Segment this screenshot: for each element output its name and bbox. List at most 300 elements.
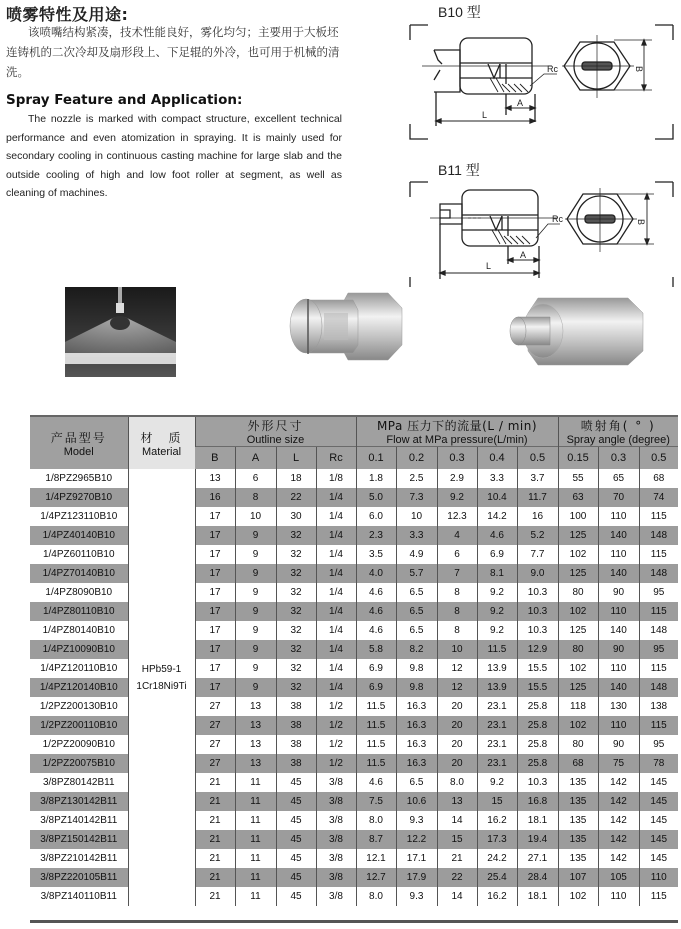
flow-cell: 8: [437, 583, 477, 602]
model-cell: 1/4PZ8090B10: [45, 587, 113, 598]
flow-cell: 20: [437, 735, 477, 754]
flow-cell: 12: [437, 659, 477, 678]
header-material-cn: 材 质: [140, 430, 183, 445]
flow-cell: 13.9: [477, 678, 517, 697]
angle-cell: 140: [598, 621, 639, 640]
table-row: [30, 659, 678, 678]
angle-cell: 125: [558, 564, 598, 583]
angle-cell: 70: [598, 488, 639, 507]
outline-l-cell: 45: [276, 792, 316, 811]
flow-cell: 9.2: [477, 773, 517, 792]
outline-rc-cell: 3/8: [316, 792, 356, 811]
outline-a-cell: 11: [235, 868, 276, 887]
flow-cell: 16.3: [396, 735, 437, 754]
outline-rc-cell: 1/4: [316, 507, 356, 526]
outline-b-cell: 21: [195, 849, 235, 868]
outline-rc-cell: 1/2: [316, 754, 356, 773]
cn-section-title: 喷雾特性及用途:: [6, 5, 129, 24]
flow-cell: 10.3: [517, 621, 558, 640]
angle-cell: 140: [598, 564, 639, 583]
subheader-outline-l: L: [276, 447, 316, 470]
table-row: [30, 830, 678, 849]
subheader-flow-0.3: 0.3: [437, 447, 477, 470]
subheader-flow-0.5: 0.5: [517, 447, 558, 470]
nozzle-b10-render: [278, 290, 428, 365]
outline-b-cell: 17: [195, 640, 235, 659]
outline-b-cell: 13: [195, 469, 235, 488]
outline-l-cell: 18: [276, 469, 316, 488]
angle-cell: 110: [598, 545, 639, 564]
flow-cell: 3.3: [477, 469, 517, 488]
outline-a-cell: 9: [235, 621, 276, 640]
angle-cell: 138: [639, 697, 678, 716]
angle-cell: 135: [558, 792, 598, 811]
table-row: [30, 564, 678, 583]
outline-l-cell: 32: [276, 621, 316, 640]
model-cell: 3/8PZ210142B11: [40, 853, 118, 864]
header-flow-en: Flow at MPa pressure(L/min): [386, 434, 528, 446]
outline-b-cell: 17: [195, 583, 235, 602]
outline-l-cell: 32: [276, 659, 316, 678]
flow-cell: 8.1: [477, 564, 517, 583]
angle-cell: 110: [598, 716, 639, 735]
angle-cell: 74: [639, 488, 678, 507]
flow-cell: 4.6: [356, 621, 396, 640]
angle-cell: 135: [558, 773, 598, 792]
flow-cell: 10: [437, 640, 477, 659]
table-row: [30, 602, 678, 621]
flow-cell: 25.8: [517, 754, 558, 773]
b10-a-label: A: [517, 98, 524, 108]
outline-l-cell: 22: [276, 488, 316, 507]
model-cell: 1/4PZ120140B10: [30, 678, 128, 697]
outline-rc-cell: 1/4: [316, 621, 356, 640]
flow-cell: 6: [437, 545, 477, 564]
outline-l-cell: 32: [276, 526, 316, 545]
angle-cell: 63: [558, 488, 598, 507]
flow-cell: 10.3: [517, 583, 558, 602]
outline-rc-cell: 1/4: [316, 564, 356, 583]
model-cell: 1/4PZ10090B10: [30, 640, 128, 659]
material-cell: [128, 469, 195, 906]
b11-a-label: A: [520, 250, 527, 260]
angle-cell: 145: [639, 830, 678, 849]
material-grade: HPb59-1: [141, 663, 182, 675]
header-angle: [558, 417, 678, 447]
b11-b-label: B: [636, 219, 646, 226]
outline-l-cell: 32: [276, 545, 316, 564]
flow-cell: 9.2: [477, 583, 517, 602]
angle-cell: 115: [639, 507, 678, 526]
outline-rc-cell: 3/8: [316, 830, 356, 849]
angle-cell: 102: [558, 659, 598, 678]
flow-cell: 12.2: [396, 830, 437, 849]
flow-cell: 12: [437, 678, 477, 697]
header-material: [128, 417, 195, 469]
outline-a-cell: 8: [235, 488, 276, 507]
b10-drawing: [402, 0, 681, 145]
table-row: [30, 697, 678, 716]
outline-l-cell: 32: [276, 564, 316, 583]
b11-drawing: [402, 152, 681, 292]
flow-cell: 16.3: [396, 754, 437, 773]
angle-cell: 148: [639, 678, 678, 697]
model-cell: 1/4PZ80140B10: [42, 625, 115, 636]
b11-l-label: L: [486, 261, 492, 271]
flow-cell: 4.6: [356, 773, 396, 792]
flow-cell: 17.1: [396, 849, 437, 868]
outline-rc-cell: 1/2: [316, 697, 356, 716]
flow-cell: 3.3: [396, 526, 437, 545]
angle-cell: 105: [598, 868, 639, 887]
outline-l-cell: 32: [276, 678, 316, 697]
angle-cell: 90: [598, 735, 639, 754]
model-cell: 3/8PZ220105B11: [30, 868, 128, 887]
flow-cell: 10.4: [477, 488, 517, 507]
angle-cell: 75: [598, 754, 639, 773]
flow-cell: 8: [437, 602, 477, 621]
outline-a-cell: 11: [235, 849, 276, 868]
table-row: [30, 773, 678, 792]
outline-rc-cell: 1/4: [316, 526, 356, 545]
outline-rc-cell: 3/8: [316, 811, 356, 830]
flow-cell: 14: [437, 887, 477, 906]
outline-b-cell: 17: [195, 659, 235, 678]
b11-diagram: [402, 152, 681, 292]
outline-a-cell: 10: [235, 507, 276, 526]
flow-cell: 17.9: [396, 868, 437, 887]
subheader-angle-0.15: 0.15: [558, 447, 598, 470]
flow-cell: 1.8: [356, 469, 396, 488]
table-row: [30, 735, 678, 754]
table-header-row: [30, 417, 678, 447]
angle-cell: 148: [639, 564, 678, 583]
flow-cell: 10: [396, 507, 437, 526]
outline-l-cell: 45: [276, 868, 316, 887]
model-cell: 1/2PZ20090B10: [42, 739, 115, 750]
model-cell: 1/2PZ200110B10: [30, 716, 128, 735]
outline-l-cell: 32: [276, 602, 316, 621]
outline-b-cell: 21: [195, 773, 235, 792]
b10-rc-label: Rc: [547, 64, 558, 74]
angle-cell: 95: [639, 640, 678, 659]
flow-cell: 7: [437, 564, 477, 583]
angle-cell: 95: [639, 735, 678, 754]
angle-cell: 68: [558, 754, 598, 773]
angle-cell: 110: [598, 887, 639, 906]
flow-cell: 20: [437, 716, 477, 735]
flow-cell: 8.0: [356, 887, 396, 906]
flow-cell: 2.9: [437, 469, 477, 488]
angle-cell: 115: [639, 602, 678, 621]
angle-cell: 55: [558, 469, 598, 488]
outline-l-cell: 45: [276, 830, 316, 849]
flow-cell: 13.9: [477, 659, 517, 678]
angle-cell: 102: [558, 716, 598, 735]
flow-cell: 6.5: [396, 583, 437, 602]
outline-rc-cell: 1/4: [316, 659, 356, 678]
flow-cell: 21: [437, 849, 477, 868]
flow-cell: 23.1: [477, 754, 517, 773]
flow-cell: 14.2: [477, 507, 517, 526]
flow-cell: 25.8: [517, 716, 558, 735]
table-row: [30, 678, 678, 697]
b11-rc-label: Rc: [552, 214, 563, 224]
flow-cell: 9.2: [477, 621, 517, 640]
table-bottom-rule: [30, 920, 678, 923]
outline-a-cell: 13: [235, 735, 276, 754]
subheader-outline-rc: Rc: [316, 447, 356, 470]
flow-cell: 10.3: [517, 602, 558, 621]
angle-cell: 135: [558, 830, 598, 849]
flow-cell: 5.7: [396, 564, 437, 583]
outline-b-cell: 17: [195, 621, 235, 640]
outline-a-cell: 13: [235, 754, 276, 773]
table-row: [30, 754, 678, 773]
angle-cell: 118: [558, 697, 598, 716]
flow-cell: 16.3: [396, 697, 437, 716]
spec-table: [30, 417, 678, 906]
outline-rc-cell: 1/4: [316, 640, 356, 659]
outline-b-cell: 17: [195, 602, 235, 621]
en-description: The nozzle is marked with compact structure, excellent technical performance and even atomization in spraying. It is mainly used for secondary cooling in continuous casting machine for large slab and the outside cooling of high and low foot roller at segment, as well as cleaning of machines.: [6, 113, 342, 200]
outline-rc-cell: 1/8: [316, 469, 356, 488]
outline-rc-cell: 3/8: [316, 849, 356, 868]
flow-cell: 11.5: [356, 716, 396, 735]
table-row: [30, 716, 678, 735]
angle-cell: 102: [558, 602, 598, 621]
angle-cell: 125: [558, 526, 598, 545]
outline-b-cell: 21: [195, 811, 235, 830]
outline-b-cell: 17: [195, 507, 235, 526]
outline-a-cell: 11: [235, 811, 276, 830]
flow-cell: 15.5: [517, 678, 558, 697]
flow-cell: 6.5: [396, 773, 437, 792]
angle-cell: 130: [598, 697, 639, 716]
flow-cell: 6.9: [477, 545, 517, 564]
angle-cell: 142: [598, 792, 639, 811]
subheader-outline-a: A: [235, 447, 276, 470]
outline-b-cell: 27: [195, 716, 235, 735]
flow-cell: 4.6: [477, 526, 517, 545]
flow-cell: 20: [437, 697, 477, 716]
outline-a-cell: 9: [235, 678, 276, 697]
outline-rc-cell: 3/8: [316, 773, 356, 792]
outline-b-cell: 17: [195, 564, 235, 583]
flow-cell: 6.9: [356, 659, 396, 678]
flow-cell: 4.6: [356, 602, 396, 621]
flow-cell: 23.1: [477, 716, 517, 735]
flow-cell: 9.2: [437, 488, 477, 507]
b11-diagram-title: B11 型: [438, 162, 480, 178]
outline-a-cell: 11: [235, 792, 276, 811]
header-flow-cn: MPa 压力下的流量(L / min): [376, 419, 538, 433]
flow-cell: 5.8: [356, 640, 396, 659]
angle-cell: 102: [558, 545, 598, 564]
flow-cell: 6.9: [356, 678, 396, 697]
angle-cell: 110: [598, 659, 639, 678]
header-model-en: Model: [63, 445, 94, 458]
angle-cell: 145: [639, 849, 678, 868]
flow-cell: 9.8: [396, 659, 437, 678]
flow-cell: 9.0: [517, 564, 558, 583]
outline-b-cell: 27: [195, 735, 235, 754]
flow-cell: 15: [437, 830, 477, 849]
angle-cell: 68: [639, 469, 678, 488]
cn-description: 该喷嘴结构紧凑，技术性能良好，雾化均匀；主要用于大板坯连铸机的二次冷却及扇形段上、下足辊的外冷，也可用于机械的清洗。: [6, 25, 340, 79]
flow-cell: 4.0: [356, 564, 396, 583]
spray-pattern-photo: [65, 287, 176, 377]
angle-cell: 125: [558, 621, 598, 640]
flow-cell: 2.3: [356, 526, 396, 545]
outline-rc-cell: 1/4: [316, 678, 356, 697]
angle-cell: 90: [598, 583, 639, 602]
table-row: [30, 469, 678, 488]
angle-cell: 80: [558, 640, 598, 659]
table-row: [30, 887, 678, 906]
outline-a-cell: 11: [235, 830, 276, 849]
flow-cell: 3.7: [517, 469, 558, 488]
angle-cell: 115: [639, 887, 678, 906]
angle-cell: 100: [558, 507, 598, 526]
flow-cell: 9.2: [477, 602, 517, 621]
flow-cell: 9.3: [396, 811, 437, 830]
angle-cell: 142: [598, 773, 639, 792]
subheader-flow-0.4: 0.4: [477, 447, 517, 470]
angle-cell: 110: [639, 868, 678, 887]
subheader-angle-0.3: 0.3: [598, 447, 639, 470]
outline-b-cell: 21: [195, 830, 235, 849]
table-row: [30, 621, 678, 640]
flow-cell: 9.8: [396, 678, 437, 697]
angle-cell: 148: [639, 526, 678, 545]
outline-a-cell: 13: [235, 697, 276, 716]
flow-cell: 15: [477, 792, 517, 811]
flow-cell: 2.5: [396, 469, 437, 488]
flow-cell: 4.9: [396, 545, 437, 564]
outline-l-cell: 45: [276, 811, 316, 830]
model-cell: 1/2PZ200130B10: [39, 701, 118, 712]
angle-cell: 135: [558, 811, 598, 830]
flow-cell: 4.6: [356, 583, 396, 602]
outline-a-cell: 9: [235, 640, 276, 659]
outline-a-cell: 13: [235, 716, 276, 735]
header-outline-en: Outline size: [246, 434, 305, 446]
header-outline-cn: 外形尺寸: [247, 419, 304, 433]
angle-cell: 65: [598, 469, 639, 488]
outline-l-cell: 45: [276, 849, 316, 868]
table-row: [30, 545, 678, 564]
flow-cell: 25.8: [517, 735, 558, 754]
flow-cell: 13: [437, 792, 477, 811]
outline-b-cell: 21: [195, 792, 235, 811]
flow-cell: 25.8: [517, 697, 558, 716]
flow-cell: 11.5: [356, 754, 396, 773]
angle-cell: 90: [598, 640, 639, 659]
flow-cell: 6.0: [356, 507, 396, 526]
angle-cell: 142: [598, 830, 639, 849]
outline-l-cell: 32: [276, 583, 316, 602]
outline-b-cell: 27: [195, 754, 235, 773]
angle-cell: 145: [639, 792, 678, 811]
outline-a-cell: 11: [235, 887, 276, 906]
flow-cell: 23.1: [477, 735, 517, 754]
outline-l-cell: 45: [276, 887, 316, 906]
flow-cell: 28.4: [517, 868, 558, 887]
flow-cell: 9.3: [396, 887, 437, 906]
subheader-outline-b: B: [195, 447, 235, 470]
outline-rc-cell: 3/8: [316, 887, 356, 906]
outline-l-cell: 32: [276, 640, 316, 659]
angle-cell: 78: [639, 754, 678, 773]
angle-cell: 125: [558, 678, 598, 697]
table-row: [30, 488, 678, 507]
material-grade: 1Cr18Ni9Ti: [136, 680, 187, 692]
outline-rc-cell: 1/2: [316, 716, 356, 735]
header-outline: [195, 417, 356, 447]
outline-b-cell: 17: [195, 526, 235, 545]
flow-cell: 11.5: [356, 735, 396, 754]
flow-cell: 7.3: [396, 488, 437, 507]
model-cell: 3/8PZ80142B11: [42, 777, 115, 788]
flow-cell: 16.2: [477, 887, 517, 906]
outline-a-cell: 9: [235, 659, 276, 678]
flow-cell: 10.3: [517, 773, 558, 792]
angle-cell: 80: [558, 735, 598, 754]
angle-cell: 142: [598, 811, 639, 830]
outline-rc-cell: 1/4: [316, 488, 356, 507]
flow-cell: 27.1: [517, 849, 558, 868]
outline-l-cell: 45: [276, 773, 316, 792]
flow-cell: 11.5: [356, 697, 396, 716]
model-cell: 1/4PZ40140B10: [30, 526, 128, 545]
flow-cell: 7.7: [517, 545, 558, 564]
outline-b-cell: 16: [195, 488, 235, 507]
subheader-flow-0.1: 0.1: [356, 447, 396, 470]
outline-l-cell: 38: [276, 735, 316, 754]
table-row: [30, 792, 678, 811]
outline-rc-cell: 1/2: [316, 735, 356, 754]
flow-cell: 12.9: [517, 640, 558, 659]
flow-cell: 10.6: [396, 792, 437, 811]
flow-cell: 16: [517, 507, 558, 526]
outline-b-cell: 27: [195, 697, 235, 716]
outline-a-cell: 9: [235, 583, 276, 602]
outline-b-cell: 17: [195, 678, 235, 697]
angle-cell: 110: [598, 602, 639, 621]
angle-cell: 110: [598, 507, 639, 526]
outline-rc-cell: 3/8: [316, 868, 356, 887]
angle-cell: 102: [558, 887, 598, 906]
outline-a-cell: 9: [235, 564, 276, 583]
outline-b-cell: 21: [195, 887, 235, 906]
flow-cell: 18.1: [517, 887, 558, 906]
model-cell: 3/8PZ150142B11: [30, 830, 128, 849]
table-row: [30, 640, 678, 659]
model-cell: 1/4PZ60110B10: [42, 549, 115, 560]
model-cell: 1/4PZ9270B10: [30, 488, 128, 507]
flow-cell: 6.5: [396, 602, 437, 621]
angle-cell: 95: [639, 583, 678, 602]
angle-cell: 145: [639, 811, 678, 830]
flow-cell: 25.4: [477, 868, 517, 887]
header-material-en: Material: [141, 445, 182, 458]
b10-b-label: B: [634, 66, 644, 73]
outline-l-cell: 38: [276, 697, 316, 716]
nozzle-b11-render: [508, 295, 648, 367]
model-cell: 1/4PZ70140B10: [30, 564, 128, 583]
angle-cell: 115: [639, 659, 678, 678]
